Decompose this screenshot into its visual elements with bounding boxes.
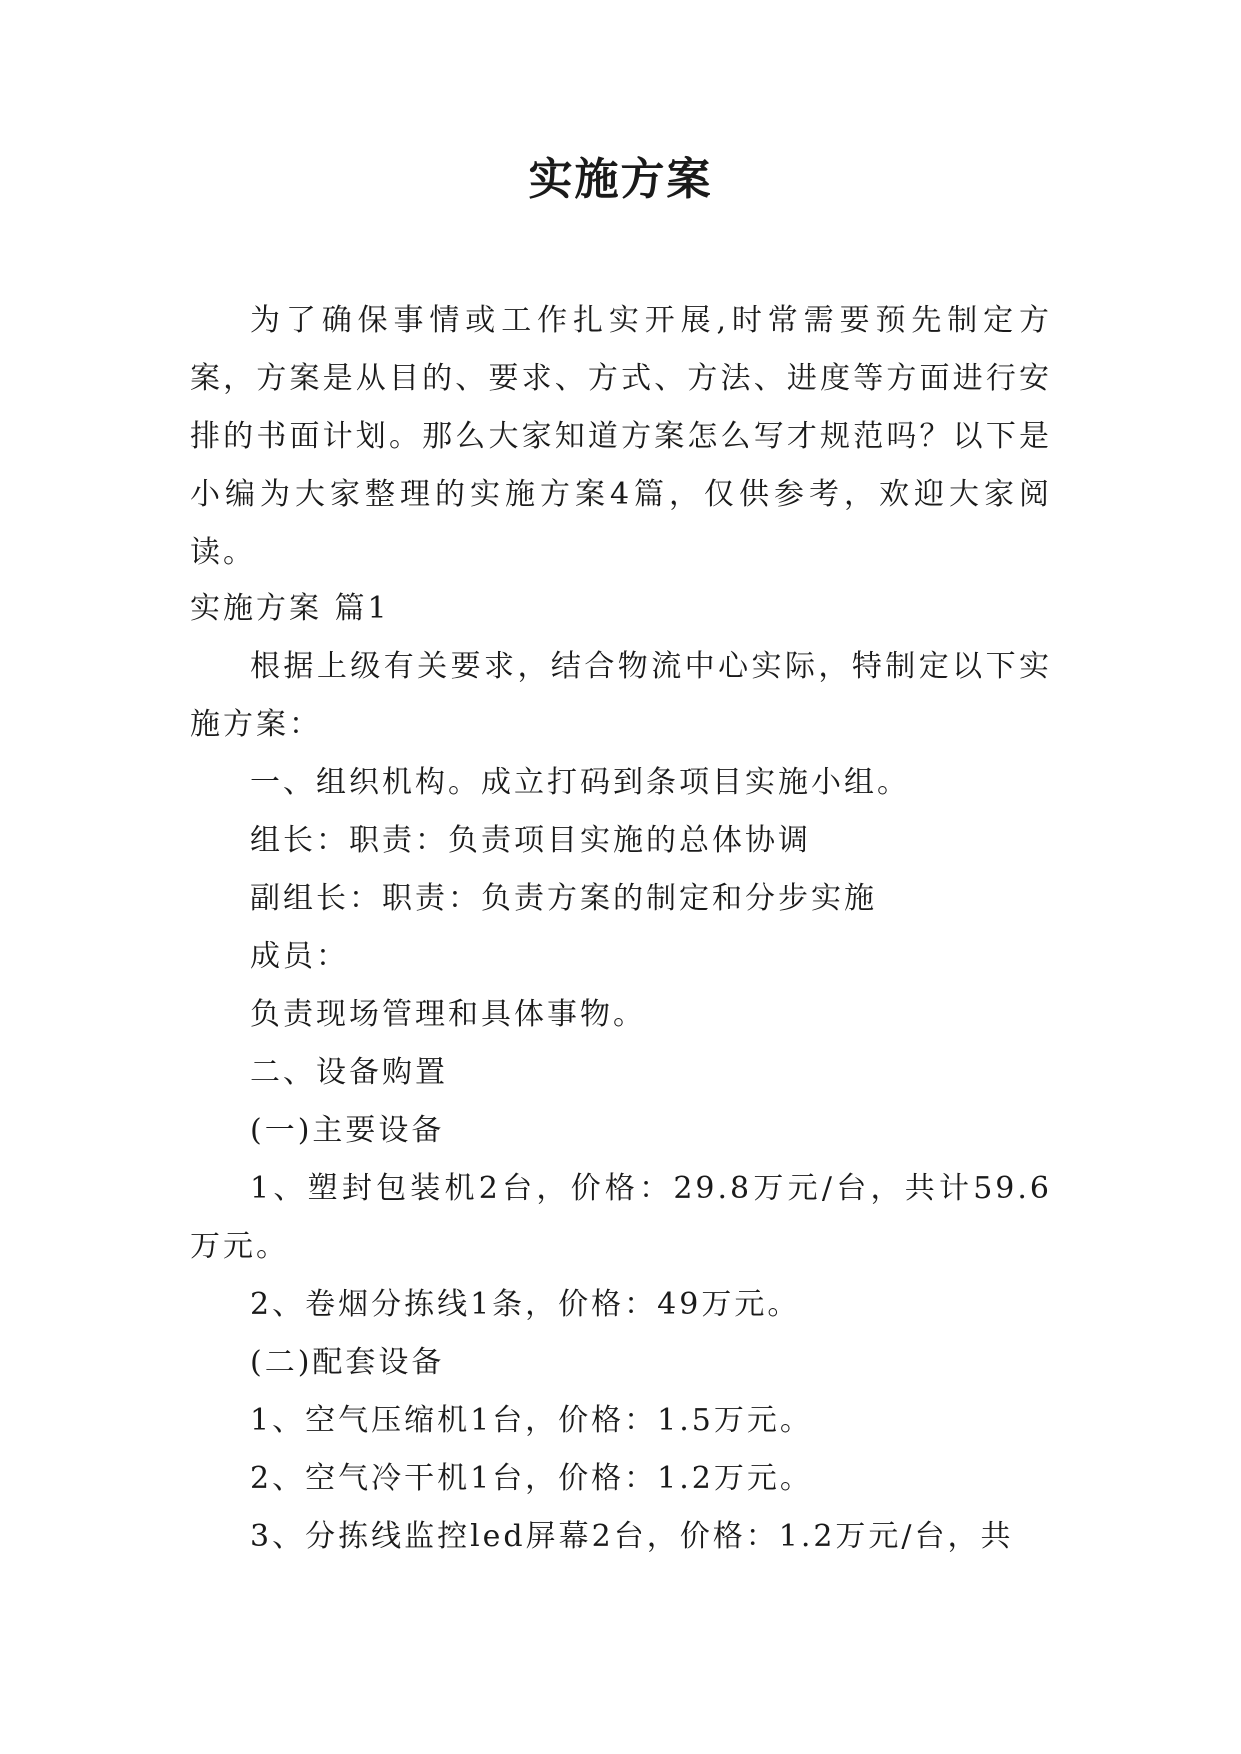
body-paragraph: 1、空气压缩机1台，价格：1.5万元。 [250,1403,813,1438]
section-body [190,638,1052,1566]
intro-paragraph: 为了确保事情或工作扎实开展,时常需要预先制定方案，方案是从目的、要求、方式、方法、进度等方面进行安排的书面计划。那么大家知道方案怎么写才规范吗？以下是小编为大家整理的实施方案4篇，仅供参考，欢迎大家阅读。 [190,303,1052,570]
body-paragraph: 2、空气冷干机1台，价格：1.2万元。 [250,1461,813,1496]
body-paragraph: 1、塑封包装机2台，价格：29.8万元/台，共计59.6万元。 [190,1171,1052,1264]
body-paragraph: 成员： [250,939,349,974]
document-title: 实施方案 [528,154,713,205]
body-paragraph: 二、设备购置 [250,1055,448,1090]
body-paragraph: (一)主要设备 [250,1113,445,1148]
body-paragraph: 一、组织机构。成立打码到条项目实施小组。 [250,765,910,800]
body-paragraph: 副组长：职责：负责方案的制定和分步实施 [250,881,877,916]
body-paragraph: 负责现场管理和具体事物。 [250,997,646,1032]
section-heading: 实施方案 篇1 [190,591,390,626]
body-paragraph: 根据上级有关要求，结合物流中心实际，特制定以下实施方案： [190,649,1052,742]
body-paragraph: 2、卷烟分拣线1条，价格：49万元。 [250,1287,801,1322]
body-paragraph: 3、分拣线监控led屏幕2台，价格：1.2万元/台，共 [250,1519,1014,1554]
body-paragraph: 组长：职责：负责项目实施的总体协调 [250,823,811,858]
body-paragraph: (二)配套设备 [250,1345,445,1380]
